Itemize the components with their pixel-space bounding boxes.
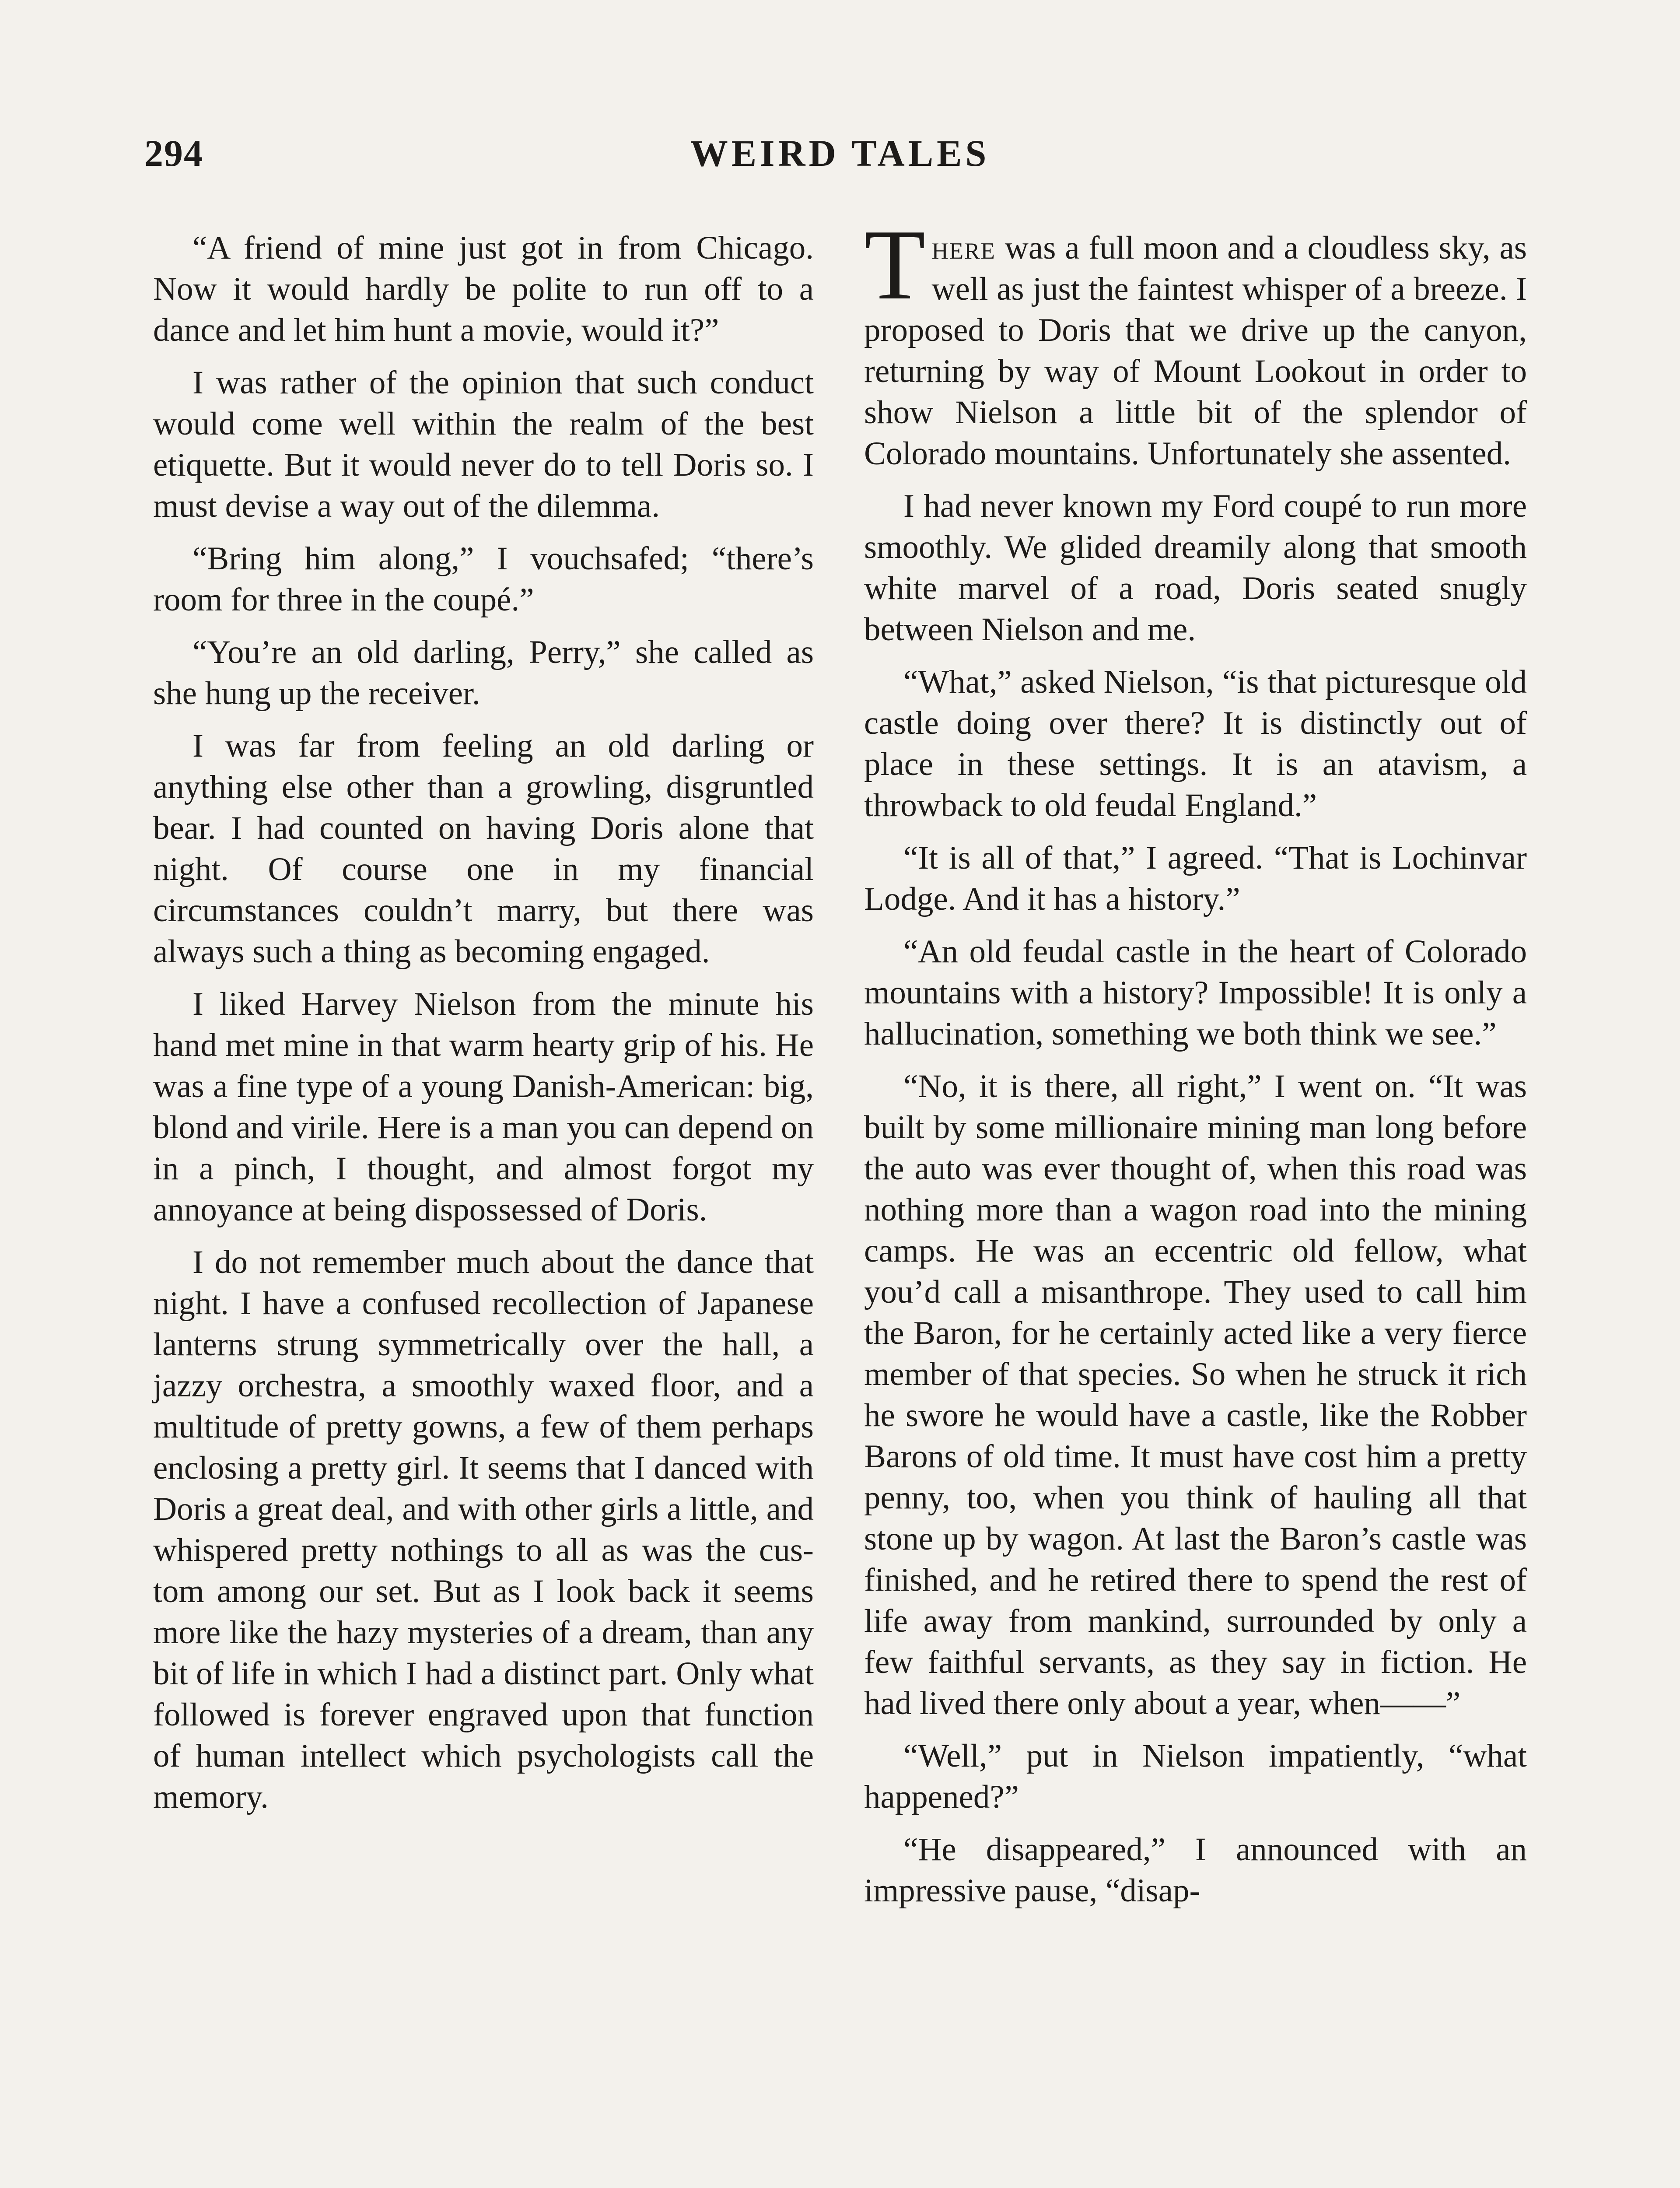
- paragraph: “What,” asked Nielson, “is that picturesque old castle doing over there? It is distinctly out of place in these settings. It is an atavism, a throwback to old feudal England.”: [864, 664, 1527, 824]
- right-column: [864, 209, 1527, 1923]
- paragraph: “He disappeared,” I announced with an impressive pause, “disap-: [864, 1831, 1527, 1909]
- running-head: WEIRD TALES: [690, 132, 990, 174]
- paragraph: “It is all of that,” I agreed. “That is Lochinvar Lodge. And it has a history.”: [864, 840, 1527, 917]
- page-number: 294: [144, 132, 203, 174]
- paragraph: “An old feudal castle in the heart of Colorado mountains with a history? Impossible! It is only a hallucination, something we both think we see.”: [864, 933, 1527, 1052]
- paragraph: “Bring him along,” I vouchsafed; “there’s room for three in the coupé.”: [153, 540, 814, 618]
- opening-text: was a full moon and a cloudless sky, as well as just the faintest whisper of a breeze. I proposed to Doris that we drive up the canyon, returning by way of Mount Lookout in order to show Nielson a little bit of the splendor of Colorado mountains. Unfortunately she assented.: [864, 230, 1527, 472]
- paragraph: “Well,” put in Nielson impatiently, “what happened?”: [864, 1738, 1527, 1815]
- paragraph: “A friend of mine just got in from Chicago. Now it would hardly be polite to run off to a dance and let him hunt a movie, would it?”: [153, 230, 814, 348]
- paragraph: I do not remember much about the dance that night. I have a confused recollection of Japanese lanterns strung symmetrically over the hall, a jazzy orchestra, a smoothly waxed floor, and a multitude of pretty gowns, a few of them perhaps enclosing a pretty girl. It seems that I danced with Doris a great deal, and with other girls a little, and whispered pretty nothings to all as was the custom among our set. But as I look back it seems more like the hazy mysteries of a dream, than any bit of life in which I had a distinct part. Only what followed is forever engraved upon that function of human intellect which psychologists call the memory.: [153, 1244, 814, 1815]
- left-column: [153, 228, 814, 1829]
- paragraph: I liked Harvey Nielson from the minute his hand met mine in that warm hearty grip of his. He was a fine type of a young Danish-American: big, blond and virile. Here is a man you can depend on in a pinch, I thought, and almost forgot my annoyance at being dispossessed of Doris.: [153, 986, 814, 1228]
- opening-paragraph: [864, 209, 1527, 474]
- drop-cap: T: [864, 209, 926, 320]
- paragraph: I was far from feeling an old darling or anything else other than a growling, disgruntled bear. I had counted on having Doris alone that night. Of course one in my financial circumstances couldn’t marry, but there was always such a thing as becoming engaged.: [153, 728, 814, 970]
- opening-small-caps: here: [931, 230, 996, 266]
- paragraph: “No, it is there, all right,” I went on. “It was built by some millionaire mining man long before the auto was ever thought of, when this road was nothing more than a wagon road into the mining camps. He was an eccentric old fellow, what you’d call a misanthrope. They used to call him the Baron, for he certainly acted like a very fierce member of that species. So when he struck it rich he swore he would have a castle, like the Robber Barons of old time. It must have cost him a pretty penny, too, when you think of hauling all that stone up by wagon. At last the Baron’s castle was finished, and he retired there to spend the rest of life away from mankind, surrounded by only a few faithful servants, as they say in fiction. He had lived there only about a year, when——”: [864, 1068, 1527, 1722]
- paragraph: I was rather of the opinion that such conduct would come well within the realm of the best etiquette. But it would never do to tell Doris so. I must devise a way out of the dilemma.: [153, 365, 814, 524]
- paragraph: I had never known my Ford coupé to run more smoothly. We glided dreamily along that smooth white marvel of a road, Doris seated snugly between Nielson and me.: [864, 488, 1527, 648]
- paragraph: “You’re an old darling, Perry,” she called as she hung up the receiver.: [153, 634, 814, 712]
